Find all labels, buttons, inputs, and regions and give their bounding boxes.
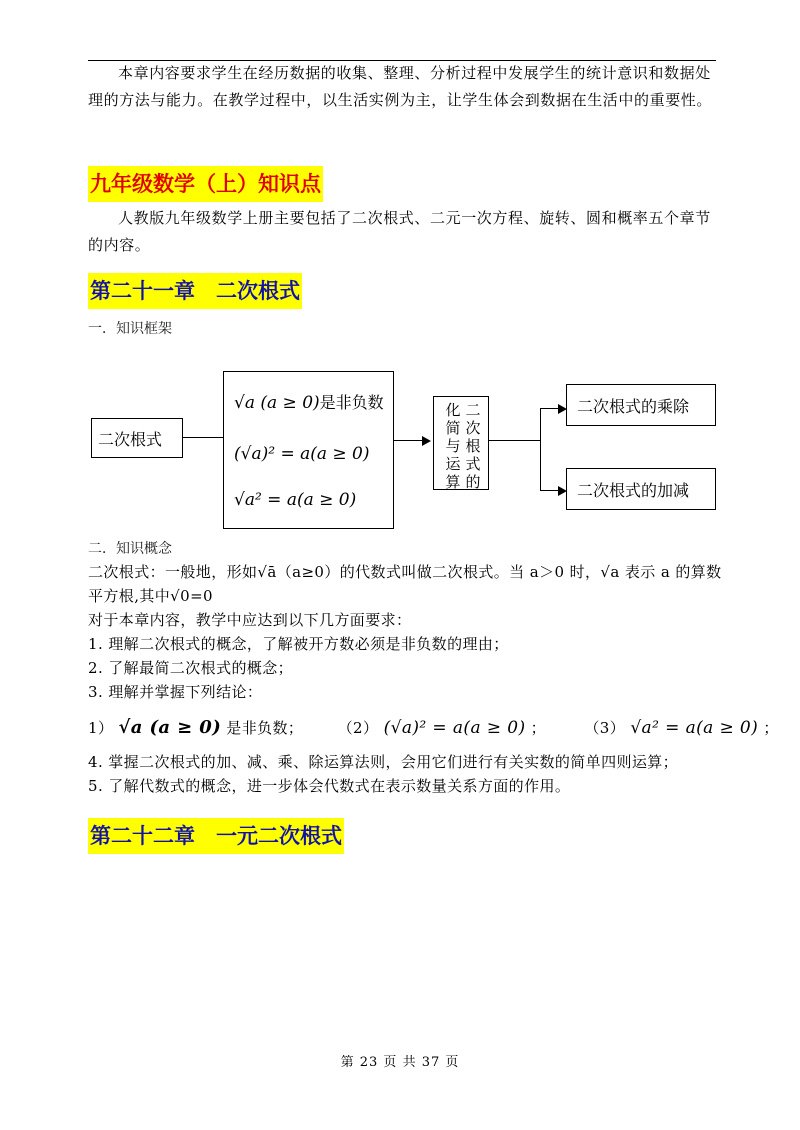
diagram-box-multiply-divide-label: 二次根式的乘除 [577,397,690,416]
conclusion-3-label: （3） [584,719,626,737]
requirement-2: 2. 了解最简二次根式的概念； [88,659,294,677]
connector-line [540,408,558,409]
diagram-box-radical [91,418,183,458]
section-paragraph: 人教版九年级数学上册主要包括了二次根式、二元一次方程、旋转、圆和概率五个章节的内容。 [88,209,711,254]
conclusion-1-suffix: 是非负数； [226,719,304,737]
conclusion-2-formula: (√a)² = a(a ≥ 0) [383,718,526,738]
conclusion-2-suffix: ； [530,719,547,737]
requirement-4: 4. 掌握二次根式的加、减、乘、除运算法则，会用它们进行有关实数的简单四则运算； [88,753,679,771]
diagram-formula-1-suffix: 是非负数 [319,393,384,412]
conclusion-3-formula: √a² = a(a ≥ 0) [630,718,759,738]
connector-line [489,440,540,441]
connector-line [540,490,558,491]
framework-title: 一．知识框架 [88,321,172,337]
diagram-formula-3: √a² = a(a ≥ 0) [234,490,357,510]
requirement-1: 1. 理解二次根式的概念，了解被开方数必须是非负数的理由； [88,635,509,653]
diagram-box-operations [433,396,489,490]
requirement-3: 3. 理解并掌握下列结论： [88,683,263,701]
chapter-21-heading: 第二十一章 二次根式 [88,273,302,309]
conclusion-1-formula: √a (a ≥ 0) [118,717,222,738]
connector-line [394,440,422,441]
diagram-formula-2: (√a)² = a(a ≥ 0) [234,444,370,464]
diagram-box-add-subtract-label: 二次根式的加减 [577,481,690,500]
diagram-operations-col-1: 化简与运算 [445,401,461,491]
diagram-box-multiply-divide [566,384,716,426]
diagram-formula-1: √a (a ≥ 0)是非负数 [234,393,384,413]
diagram-operations-col-2: 二次根式的 [465,401,481,491]
arrow-head-icon [422,436,431,446]
intro-paragraph: 本章内容要求学生在经历数据的收集、整理、分析过程中发展学生的统计意识和数据处理的方法与能力。在教学过程中，以生活实例为主，让学生体会到数据在生活中的重要性。 [88,64,713,109]
requirement-5: 5. 了解代数式的概念，进一步体会代数式在表示数量关系方面的作用。 [88,777,571,795]
diagram-box-add-subtract [566,468,716,510]
conclusions-row [88,716,779,740]
conclusion-3-suffix: ； [763,719,779,737]
conclusion-2-label: （2） [337,719,379,737]
requirements-intro: 对于本章内容，教学中应达到以下几方面要求： [88,611,412,629]
connector-line [183,437,224,438]
conclusion-1-label: 1） [88,719,114,737]
section-heading: 九年级数学（上）知识点 [88,166,323,202]
concept-line-1: 二次根式：一般地，形如√ā（a≥0）的代数式叫做二次根式。当 a＞0 时，√a 表示 a 的算数 [88,563,722,581]
concept-line-2: 平方根,其中√0=0 [88,587,213,605]
connector-line [540,408,541,490]
concept-title: 二．知识概念 [88,541,172,557]
chapter-22-heading: 第二十二章 一元二次根式 [88,818,344,854]
diagram-box-formulas [223,371,394,529]
diagram-box-radical-label: 二次根式 [98,430,163,449]
page-footer: 第 23 页 共 37 页 [340,1055,460,1070]
